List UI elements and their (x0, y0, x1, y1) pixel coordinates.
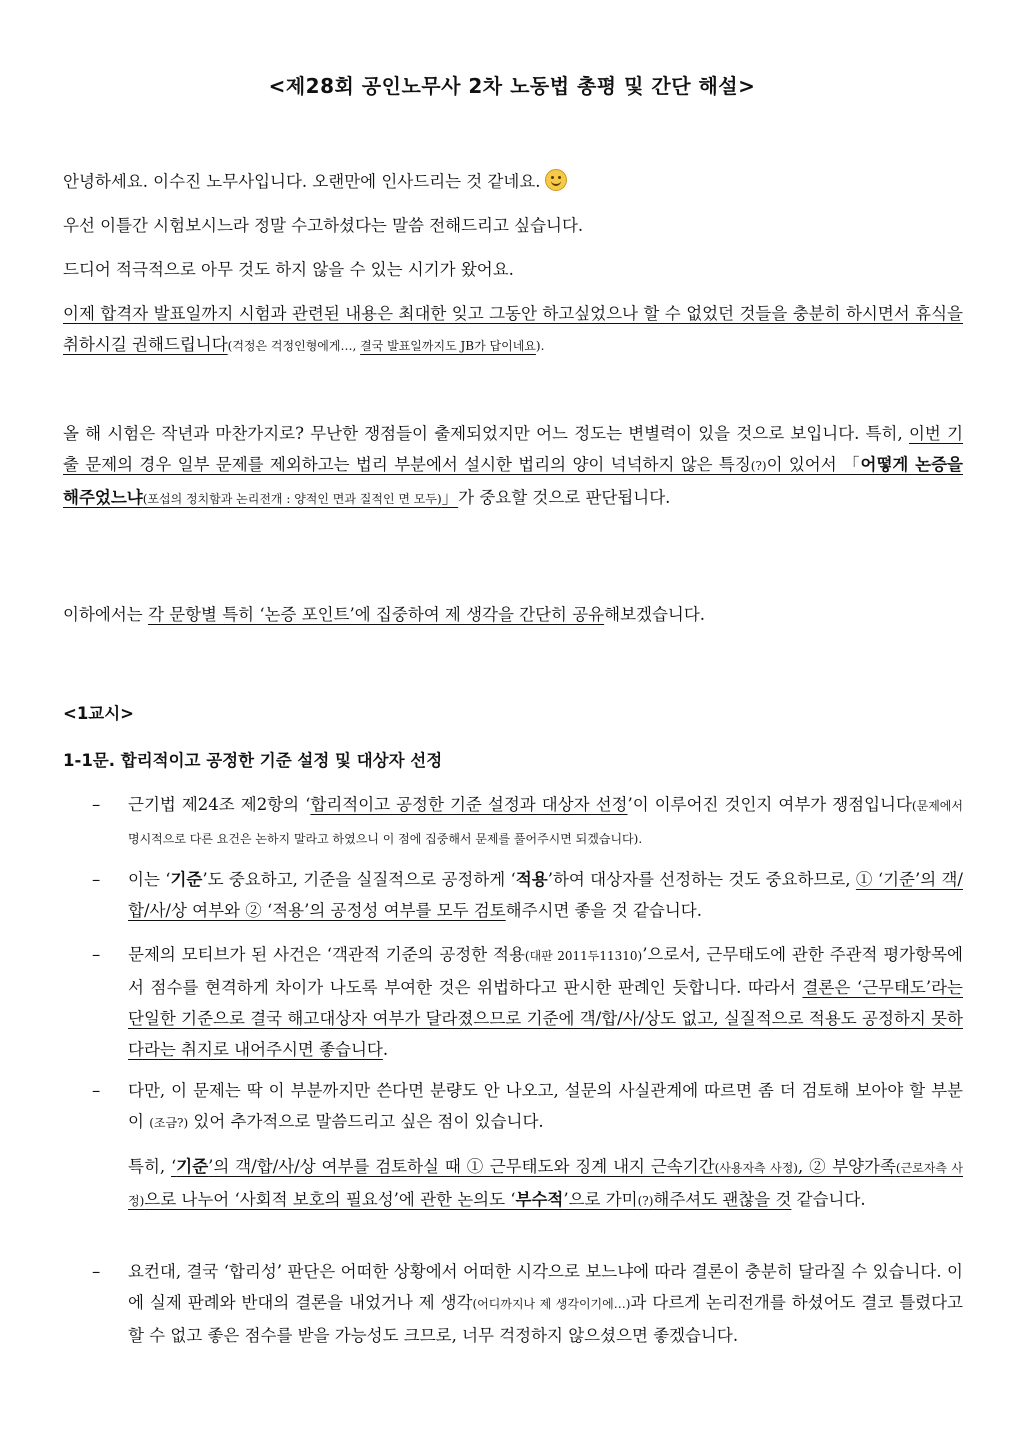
item-bold: 기준 (170, 870, 203, 889)
item-note: (조금?) (149, 1116, 189, 1130)
item-note: (어디까지나 제 생각이기에…) (472, 1297, 631, 1311)
sub-note: (?) (637, 1194, 654, 1208)
overview-text: 올 해 시험은 작년과 마찬가지로? 무난한 쟁점들이 출제되었지만 어느 정도는 변별력이 있을 것으로 보입니다. 특히, (63, 424, 909, 443)
overview-conclusion: 가 중요할 것으로 판단됩니다. (458, 488, 671, 507)
bullet-item (92, 789, 963, 855)
bullet-item (92, 939, 963, 1065)
smiley-icon (545, 169, 567, 191)
overview-key-note: (포섭의 정치함과 논리전개 : 양적인 면과 질적인 면 모두) (142, 492, 442, 506)
advice-note-underlined: 결국 발표일까지도 JB가 답이네요 (360, 339, 536, 353)
sub-underlined: ’으로 가미 (563, 1190, 638, 1209)
sub-text: 특히, (128, 1157, 172, 1176)
section-heading: <1교시> (63, 704, 135, 723)
sharing-end: 해보겠습니다. (604, 605, 706, 624)
sub-bold: 기준 (176, 1157, 209, 1176)
item-bold: 적용 (515, 870, 548, 889)
sub-text: 같습니다. (791, 1190, 866, 1209)
bullet-item (92, 1075, 963, 1139)
intro-rest: 드디어 적극적으로 아무 것도 하지 않을 수 있는 시기가 왔어요. (63, 260, 514, 279)
dash-marker: – (92, 945, 101, 964)
overview-underlined-2: 이 있어서 「 (766, 455, 861, 474)
item-text: ’하여 대상자를 선정하는 것도 중요하므로, (547, 870, 856, 889)
page-title: <제28회 공인노무사 2차 노동법 총평 및 간단 해설> (268, 74, 756, 98)
item-text: 이는 ‘ (128, 870, 171, 889)
item-text: 요컨대, 결국 ‘합리성’ 판단은 어떠한 상황에서 어떠한 시각으로 보느냐에 따라 결론이 충분히 달라질 수 있습니다. 이에 실제 판례와 반대의 결론을 내었거나 제 생각 (128, 1262, 963, 1312)
item-text: ’이 이루어진 것인지 여부가 쟁점입니다 (627, 795, 912, 814)
item-text: 문제의 모티브가 된 사건은 ‘객관적 기준의 공정한 적용 (128, 945, 525, 964)
exam-overview (63, 418, 963, 515)
advice-note-end: ). (535, 339, 545, 353)
item-text: 있어 추가적으로 말씀드리고 싶은 점이 있습니다. (188, 1112, 544, 1131)
item-underlined: ① ‘기준’의 객/합/사/상 여부와 ② ‘적용’의 공정성 여부를 모두 검토 (128, 870, 963, 920)
bullet-item (92, 864, 963, 926)
item-text: 해주시면 좋을 것 같습니다. (505, 901, 702, 920)
overview-note: (?) (750, 459, 767, 473)
item-note: (대판 2011두11310) (524, 949, 643, 963)
sharing-text: 이하에서는 (63, 605, 148, 624)
advice-underlined: 이제 합격자 발표일까지 시험과 관련된 내용은 최대한 잊고 그동안 하고싶었으나 할 수 없었던 것들을 충분히 하시면서 휴식을 취하시길 권해드립니다 (63, 304, 963, 354)
item-text: ’으로서, 근무태도에 관한 주관적 평가항목에서 점수를 현격하게 차이가 나도록 부여한 것은 위법하다고 판시한 판례인 듯합니다. 따라서 (128, 945, 964, 997)
item-note: (문제에서 명시적으로 다른 요건은 논하지 말라고 하였으니 이 점에 집중해서 문제를 풀어주시면 되겠습니다). (128, 799, 963, 846)
sharing-underlined: 각 문항별 특히 ‘논증 포인트’에 집중하여 제 생각을 간단히 공유 (147, 605, 605, 624)
item-text: 과 다르게 논리전개를 하셨어도 결코 틀렸다고 할 수 없고 좋은 점수를 받을 가능성도 크므로, 너무 걱정하지 않으셨으면 좋겠습니다. (128, 1293, 963, 1345)
sub-underlined: 해주셔도 괜찮을 것 (653, 1190, 792, 1209)
question-heading: 1-1문. 합리적이고 공정한 기준 설정 및 대상자 선정 (63, 751, 443, 770)
intro-thanks: 우선 이틀간 시험보시느라 정말 수고하셨다는 말씀 전해드리고 싶습니다. (63, 216, 584, 235)
sub-underlined: ’의 객/합/사/상 여부를 검토하실 때 ① 근무태도와 징계 내지 근속기간 (208, 1157, 715, 1176)
item-text: 다만, 이 문제는 딱 이 부분까지만 쓴다면 분량도 안 나오고, 설문의 사실관계에 따르면 좀 더 검토해 보아야 할 부분이 (128, 1081, 963, 1131)
dash-marker: – (92, 1081, 101, 1100)
sub-underlined: , ② 부양가족 (797, 1157, 896, 1176)
advice-note: (걱정은 걱정인형에게…, (227, 339, 361, 353)
dash-marker: – (92, 795, 101, 814)
sub-underlined: ‘ (171, 1157, 177, 1176)
intro-advice (63, 298, 963, 362)
item-underlined: 합리적이고 공정한 기준 설정과 대상자 선정 (310, 795, 628, 814)
item-text: ’도 중요하고, 기준을 실질적으로 공정하게 ‘ (202, 870, 516, 889)
sharing-intro (63, 599, 963, 630)
sub-paragraph (128, 1151, 963, 1217)
sub-note: (사용자측 사정) (714, 1161, 798, 1175)
overview-bracket: 」 (441, 488, 459, 507)
intro-greeting (63, 166, 963, 197)
overview-underlined: 이번 기출 문제의 경우 일부 문제를 제외하고는 법리 부분에서 설시한 법리의 양이 넉넉하지 않은 특징 (63, 424, 964, 474)
item-text: . (382, 1040, 389, 1059)
sub-note: (근로자측 사정) (128, 1161, 963, 1208)
greeting-text: 안녕하세요. 이수진 노무사입니다. 오랜만에 인사드리는 것 같네요. (63, 172, 541, 191)
sub-bold: 부수적 (515, 1190, 564, 1209)
dash-marker: – (92, 870, 101, 889)
bullet-item (92, 1256, 963, 1351)
sub-underlined: 으로 나누어 ‘사회적 보호의 필요성’에 관한 논의도 ‘ (144, 1190, 516, 1209)
item-underlined: 결론은 ‘근무태도’라는 단일한 기준으로 결국 해고대상자 여부가 달라졌으므로 기준에 객/합/사/상도 없고, 실질적으로 적용도 공정하지 못하다라는 취지로 내어주시면 좋습니다 (128, 978, 963, 1059)
overview-key-point: 어떻게 논증을 해주었느냐 (63, 455, 963, 507)
dash-marker: – (92, 1262, 101, 1281)
item-text: 근기법 제24조 제2항의 ‘ (128, 795, 311, 814)
